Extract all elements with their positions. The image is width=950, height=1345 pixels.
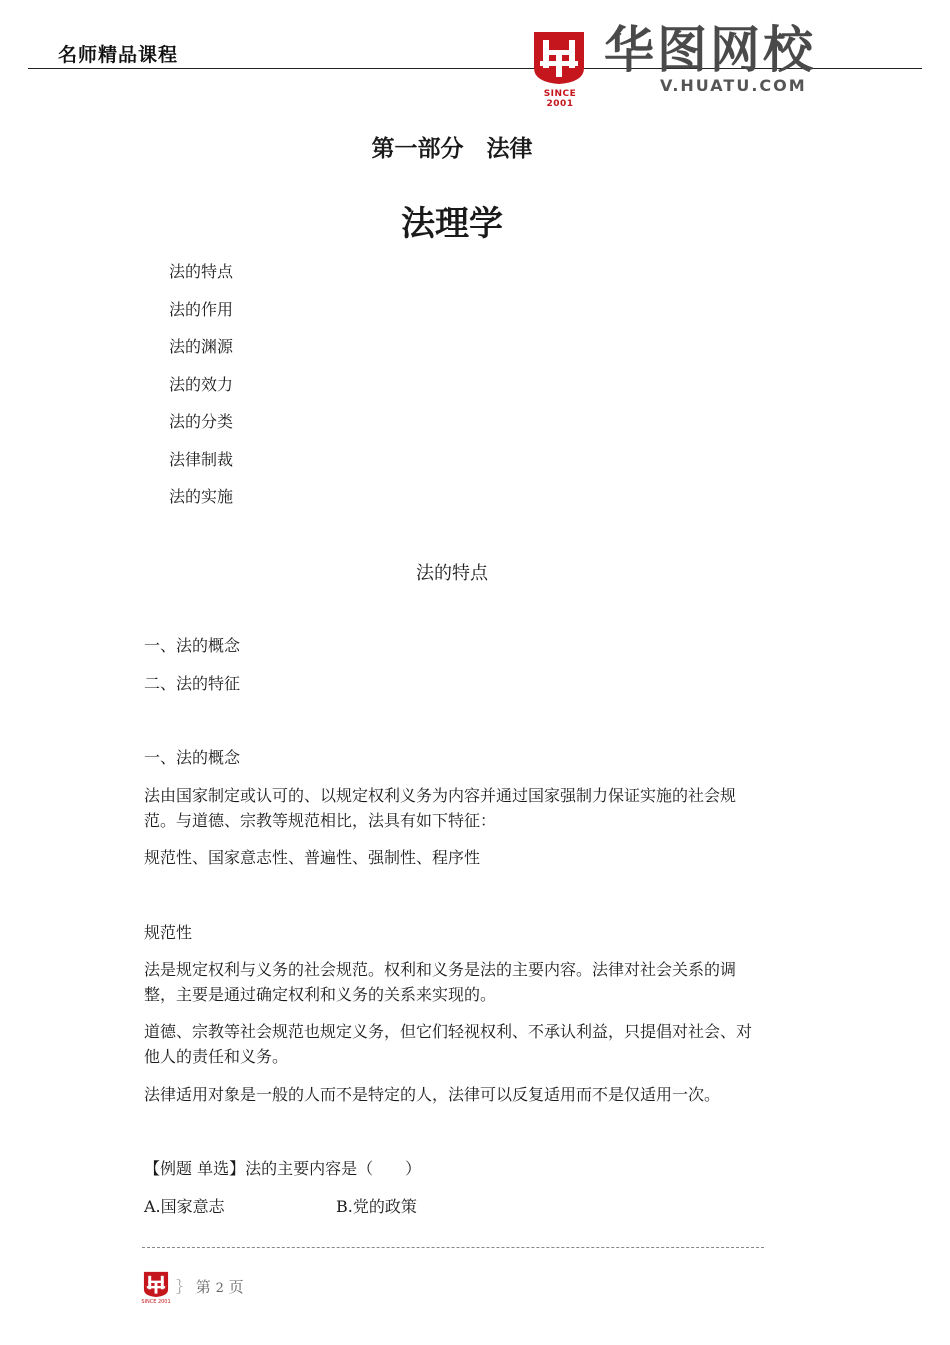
part-title: 第一部分 法律 (371, 135, 533, 162)
footer-since-text: SINCE 2001 (141, 1299, 171, 1305)
page-title: 法理学 (401, 204, 503, 244)
outline-item: 二、法的特征 (144, 674, 241, 693)
huatu-logo-small-icon (142, 1270, 170, 1298)
option-b: B.党的政策 (336, 1197, 417, 1216)
footer-divider (142, 1247, 764, 1248)
logo-since-text: SINCE 2001 (543, 89, 577, 109)
toc-item: 法的特点 (169, 262, 234, 281)
page-prefix: 第 (195, 1278, 211, 1296)
toc-item: 法的作用 (169, 299, 234, 319)
concept-features: 规范性、国家意志性、普遍性、强制性、程序性 (144, 848, 481, 867)
example-question-text: 法的主要内容是（ ） (245, 1159, 422, 1178)
logo-wordmark: 华图网校 (604, 21, 816, 79)
option-a: A.国家意志 (144, 1197, 225, 1216)
normativity-paragraph: 法律适用对象是一般的人而不是特定的人，法律可以反复适用而不是仅适用一次。 (144, 1085, 721, 1104)
table-of-contents (169, 260, 233, 523)
normativity-paragraph: 法是规定权利与义务的社会规范。权利和义务是法的主要内容。法律对社会关系的调整，主要是通过确定权利和义务的关系来实现的。 (144, 960, 737, 1004)
toc-item: 法的分类 (169, 412, 234, 431)
header-label: 名师精品课程 (58, 44, 179, 66)
section-title: 法的特点 (416, 563, 488, 584)
example-tag: 【例题 单选】 (144, 1159, 246, 1178)
normativity-paragraph: 道德、宗教等社会规范也规定义务，但它们轻视权利、不承认利益，只提倡对社会、对他人的责任和义务。 (144, 1022, 753, 1066)
page-suffix: 页 (228, 1278, 244, 1296)
example-question (144, 1156, 766, 1181)
logo-url: V.HUATU.COM (660, 76, 807, 95)
normativity-heading: 规范性 (144, 923, 193, 942)
page-number: ｝ 第 2 页 (176, 1278, 244, 1296)
toc-item: 法的效力 (169, 374, 234, 394)
page-number-value: 2 (215, 1281, 224, 1296)
toc-item: 法的实施 (169, 487, 234, 506)
concept-heading: 一、法的概念 (144, 748, 241, 767)
toc-item: 法的渊源 (169, 337, 234, 356)
concept-definition: 法由国家制定或认可的、以规定权利义务为内容并通过国家强制力保证实施的社会规范。与道德、宗教等规范相比，法具有如下特征： (144, 786, 737, 830)
outline-item: 一、法的概念 (144, 636, 241, 655)
toc-item: 法律制裁 (169, 449, 234, 469)
huatu-logo-icon (530, 28, 588, 86)
